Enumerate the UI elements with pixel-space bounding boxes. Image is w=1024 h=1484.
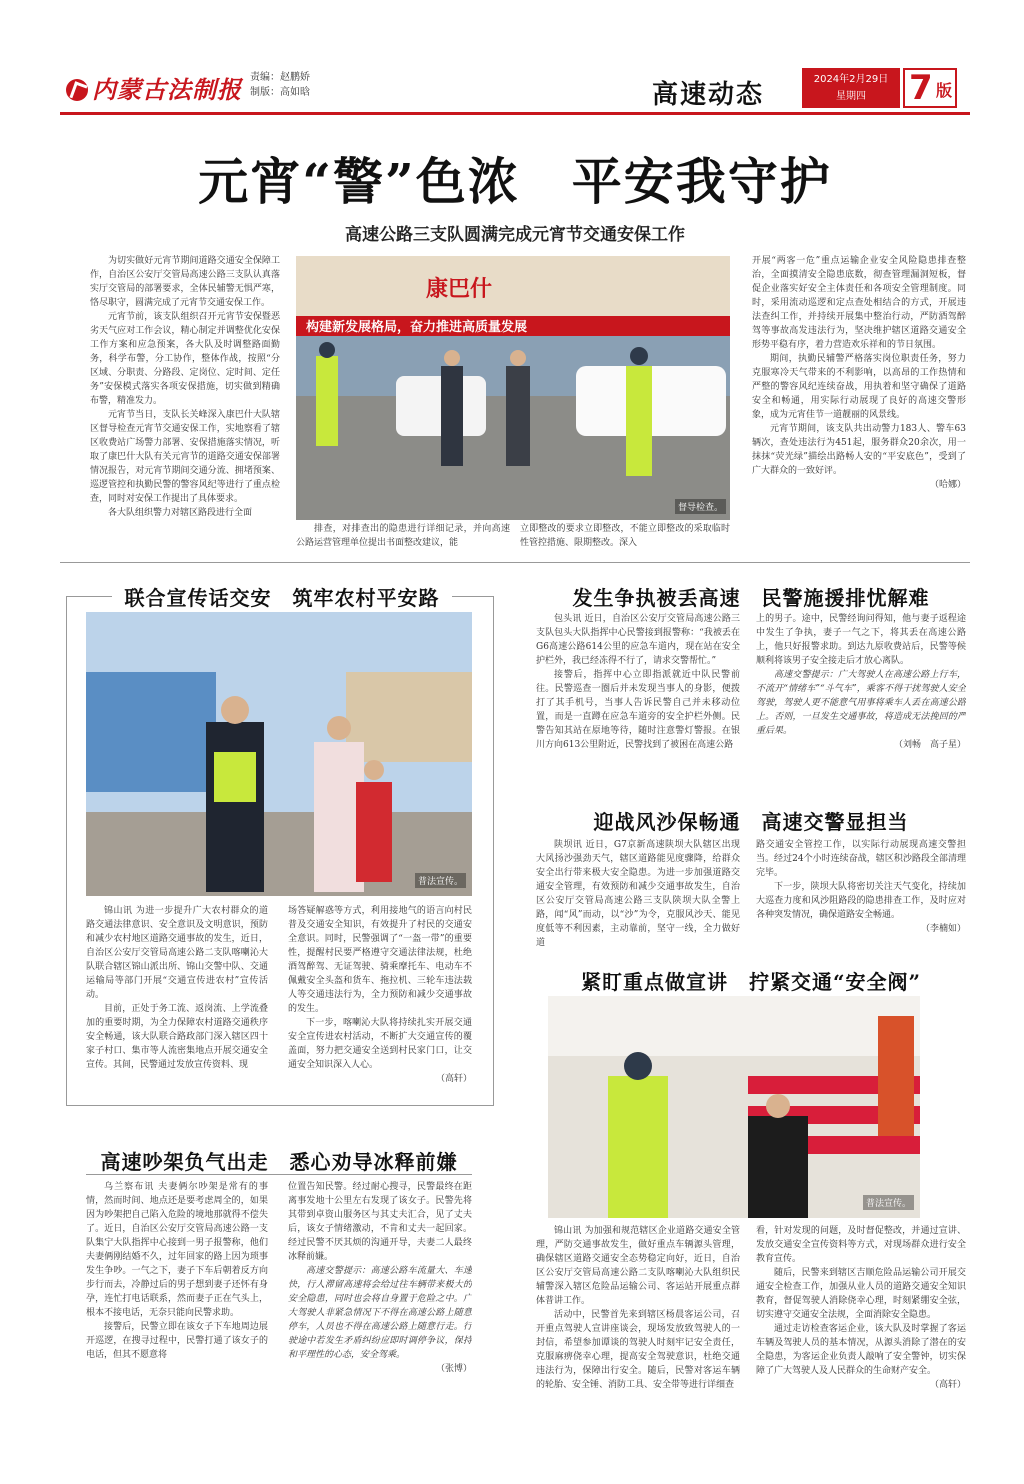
station-photo [548, 996, 920, 1218]
lead-paragraph: 排查，对排查出的隐患进行详细记录，并向高速公路运营管理单位提出书面整改建议，能 [296, 524, 510, 548]
newspaper-logo [66, 70, 242, 105]
sand-paragraph: 陕坝讯 近日，G7京新高速陕坝大队辖区出现大风扬沙强劲天气，辖区道路能见度骤降，给群众安全出行带来极大安全隐患。为进一步加强道路交通安全管理，有效预防和减少交通事故发生，自治区公安厅交管局高速公路三支队陕坝大队全警上路，闻“风”而动，以“沙”为令，克服风沙天、能见度低等不利因素，主动靠前，坚守一线，全力做好道 [536, 840, 740, 948]
masthead-rule [60, 112, 970, 115]
dispute-paragraph: 包头讯 近日，自治区公安厅交管局高速公路三支队包头大队指挥中心民警接到报警称：“我被丢在G6高速公路614公里的应急车道内，现在站在安全护栏外，我已经冻得不行了，请求交警帮忙。” [536, 614, 740, 666]
producer-credit: 制版：高如晗 [250, 87, 310, 98]
quarrel-story-title: 高速吵架负气出走 悉心劝导冰释前嫌 [86, 1146, 472, 1175]
issue-weekday: 星期四 [836, 91, 866, 102]
station-paragraph: 锦山讯 为加强和规范辖区企业道路交通安全管理，严防交通事故发生，做好重点车辆源头管理，确保辖区道路交通安全态势稳定向好，近日，自治区公安厅交管局高速公路二支队喀喇沁大队组织民辅警深入辖区危险品运输公司、客运站开展重点群体普讲工作。 [536, 1226, 740, 1306]
station-story-title: 紧盯重点做宣讲 拧紧交通“安全阀” [546, 966, 956, 995]
lead-paragraph: 立即整改的要求立即整改，不能立即整改的采取临时性管控措施、限期整改。深入 [520, 524, 730, 548]
quarrel-tip: 高速交警提示：高速公路车流量大、车速快，行人滞留高速将会给过往车辆带来极大的安全隐患，同时也会将自身置于危险之中。广大驾驶人非紧急情况下不得在高速公路上随意停车，人员也不得在高速公路上随意行走。行驶途中若发生矛盾纠纷应即时调停争议，保持和平理性的心态，安全驾乘。 [288, 1266, 472, 1360]
dispute-tip: 高速交警提示：广大驾驶人在高速公路上行车，不流开“情绪车”“斗气车”，乘客不得干扰驾驶人安全驾驶，驾驶人更不能意气用事将乘车人丢在高速公路上。否则，一旦发生交通事故，将造成无法挽回的严重后果。 [756, 670, 966, 736]
lead-under-photo-a [296, 522, 510, 554]
dispute-column-b [756, 612, 966, 792]
toll-sign-text: 康巴什 [426, 276, 493, 302]
checkpoint-scene [296, 256, 730, 520]
editor-credit: 责编：赵鹏娇 [250, 72, 310, 83]
roadside-publicity-scene [86, 612, 472, 896]
quarrel-title-rule [86, 1174, 472, 1175]
author-credit: （高轩） [929, 1380, 966, 1390]
sand-column-a [536, 838, 740, 964]
station-paragraph: 活动中，民警首先来到辖区杨晨客运公司，召开重点驾驶人宣讲座谈会，现场发放致驾驶人的一封信，希望参加谭谈的驾驶人时刻牢记安全责任，克服麻痹侥幸心理，提高安全驾驶意识，杜绝交通违法行为，保障出行安全。随后，民警对客运车辆的轮胎、安全锤、消防工具、安全带等进行详细查 [536, 1310, 740, 1390]
lead-paragraph: 开展“两客一危”重点运输企业安全风险隐患排查整治，全面摸清安全隐患底数，彻查管理漏洞短板，督促企业落实好安全主体责任和各项安全管理制度。同时，采用流动巡逻和定点查处相结合的方式，开展违法查纠工作，并持续开展集中整治行动，严防酒驾醉驾等事故高发违法行为，坚决维护辖区道路交通安全形势平稳有序，着力营造欢乐祥和的节日氛围。 [752, 256, 966, 350]
rural-column-b [288, 904, 472, 1100]
rural-paragraph: 下一步，喀喇沁大队将持续扎实开展交通安全宣传进农村活动，不断扩大交通宣传的覆盖面，努力把交通安全送到村民家门口，让交通安全知识深入人心。 [288, 1018, 472, 1070]
lead-photo-caption: 督导检查。 [675, 499, 726, 514]
station-paragraph: 随后，民警来到辖区吉顺危险品运输公司开展交通安全检查工作，加强从业人员的道路交通安全知识教育，督促驾驶人消除侥幸心理，时刻紧绷安全弦，切实遵守交通安全法规，全面消除安全隐患。 [756, 1268, 966, 1320]
lead-column-3 [752, 254, 966, 554]
author-credit: （哈娜） [929, 480, 966, 490]
station-column-a [536, 1224, 740, 1434]
station-photo-caption: 普法宣传。 [863, 1195, 914, 1210]
lead-paragraph: 元宵节前，该支队组织召开元宵节安保暨恶劣天气应对工作会议，精心制定并调整优化安保工作方案和应急预案，各大队及时调整路面勤务，科学布警，分工协作，整体作战，按照“分区域、分职责、分路段、定岗位、定时间、定任务”安保模式落实各项安保措施，切实做到精确布警，精准发力。 [90, 312, 280, 406]
lead-paragraph: 期间，执勤民辅警严格落实岗位职责任务，努力克服寒冷天气带来的不利影响，以高昂的工作热情和严整的警容风纪连续奋战，用执着和坚守确保了道路安全和畅通，用实际行动展现了良好的高速交警形象，成为元宵佳节一道靓丽的风景线。 [752, 354, 966, 420]
sand-column-b [756, 838, 966, 964]
sand-paragraph: 下一步，陕坝大队将密切关注天气变化，持续加大巡查力度和风沙阻路段的隐患排查工作，及时应对各种突发情况，确保道路安全畅通。 [756, 882, 966, 920]
station-paragraph: 看，针对发现的问题，及时督促整改，并通过宣讲、发放交通安全宣传资料等方式，对现场群众进行安全教育宣传。 [756, 1226, 966, 1264]
lead-under-photo-b [520, 522, 730, 554]
page-unit: 版 [935, 81, 952, 100]
date-box [802, 68, 900, 108]
author-credit: （高轩） [435, 1074, 472, 1084]
rural-photo-caption: 普法宣传。 [415, 873, 466, 888]
paper-name: 内蒙古法制报 [92, 76, 242, 104]
issue-date: 2024年2月29日 [813, 74, 889, 85]
lead-paragraph: 元宵节当日，支队长关峰深入康巴什大队辖区督导检查元宵节交通安保工作，实地察看了辖区收费站广场警力部署、安保措施落实情况，听取了康巴什大队有关元宵节的道路交通安保部署情况报告，对元宵节期间交通分流、拥堵预案、巡逻管控和执勤民警的警容风纪等进行了重点检查，同时对安保工作提出了具体要求。 [90, 410, 280, 504]
quarrel-paragraph: 接警后，民警立即在该女子下车地周边展开巡逻，在搜寻过程中，民警打通了该女子的电话，但其不愿意将 [86, 1322, 268, 1360]
author-credit: （张博） [435, 1364, 472, 1374]
sand-paragraph: 路交通安全管控工作，以实际行动展现高速交警担当。经过24个小时连续奋战，辖区积沙路段全部清理完毕。 [756, 840, 966, 878]
banner-text: 构建新发展格局，奋力推进高质量发展 [306, 320, 528, 335]
rural-paragraph: 锦山讯 为进一步提升广大农村群众的道路交通法律意识、安全意识及文明意识，预防和减少农村地区道路交通事故的发生，近日，自治区公安厅交管局高速公路二支队喀喇沁大队联合辖区锦山派出所、锦山交警中队、交通运输局等部门开展“交通宣传进农村”宣传活动。 [86, 906, 268, 1000]
quarrel-column-b [288, 1180, 472, 1436]
sand-story-title: 迎战风沙保畅通 高速交警显担当 [546, 806, 956, 835]
rural-story-title: 联合宣传话交安 筑牢农村平安路 [112, 582, 452, 611]
rural-paragraph: 场答疑解惑等方式，利用接地气的语言向村民普及交通安全知识，有效提升了村民的交通安全意识。同时，民警强调了“一盔一带”的重要性，提醒村民要严格遵守交通法律法规，杜绝酒驾醉驾、无证驾驶、骑乘摩托车、电动车不佩戴安全头盔和货车、拖拉机、三轮车违法载人等交通违法行为，全力预防和减少交通事故的发生。 [288, 906, 472, 1014]
dispute-story-title: 发生争执被丢高速 民警施援排忧解难 [546, 582, 956, 611]
editors [250, 70, 310, 100]
lead-paragraph: 为切实做好元宵节期间道路交通安全保障工作，自治区公安厅交管局高速公路三支队认真落实厅交管局的部署要求，全体民辅警无惧严寒，恪尽职守，圆满完成了元宵节交通安保工作。 [90, 256, 280, 308]
station-paragraph: 通过走访检查客运企业，该大队及时掌握了客运车辆及驾驶人员的基本情况，从源头消除了潜在的安全隐患，为客运企业负责人敲响了安全警钟，切实保障了广大驾驶人及人民群众的生命财产安全。 [756, 1324, 966, 1376]
section-divider [60, 562, 970, 563]
author-credit: （刘畅 高子星） [893, 740, 966, 750]
lead-subheadline: 高速公路三支队圆满完成元宵节交通安保工作 [345, 225, 685, 245]
paper-emblem-icon [66, 79, 88, 101]
lead-paragraph: 各大队组织警力对辖区路段进行全面 [108, 508, 253, 518]
lead-photo [296, 256, 730, 520]
dispute-paragraph: 上的男子。途中，民警经询问得知，他与妻子返程途中发生了争执，妻子一气之下，将其丢在高速公路上，他只好报警求助。到达九原收费站后，民警等候顺利将该男子安全接走后才放心离队。 [756, 614, 966, 666]
quarrel-paragraph: 位置告知民警。经过耐心搜寻，民警最终在距离事发地十公里左右发现了该女子。民警先将其带到卓资山服务区与其丈夫汇合，见了丈夫后，该女子情绪激动，不肯和丈夫一起回家。经过民警不厌其烦的沟通开导，夫妻二人最终冰释前嫌。 [288, 1182, 472, 1262]
rural-column-a [86, 904, 268, 1100]
lead-paragraph: 元宵节期间，该支队共出动警力183人、警车63辆次，查处违法行为451起，服务群众20余次，用一抹抹“荧光绿”描绘出路畅人安的“平安底色”，受到了广大群众的一致好评。 [752, 424, 966, 476]
lead-headline: 元宵“警”色浓 平安我守护 [198, 152, 832, 211]
waiting-hall-scene [548, 996, 920, 1218]
masthead [60, 62, 970, 116]
rural-photo [86, 612, 472, 896]
page-number: 7 [909, 68, 933, 108]
section-name: 高速动态 [652, 80, 765, 110]
dispute-column-a [536, 612, 740, 784]
dispute-paragraph: 接警后，指挥中心立即指派就近中队民警前往。民警巡查一圈后并未发现当事人的身影，便拨打了其手机号，当事人告诉民警自己并未移动位置，而是一直蹲在应急车道旁的安全护栏外侧。民警告知其站在原地等待，随时注意警灯警报。在银川方向613公里附近，民警找到了被困在高速公路 [536, 670, 740, 750]
quarrel-paragraph: 乌兰察布讯 夫妻俩尔吵架是常有的事情，然而时间、地点还是要考虑周全的，如果因为吵架把自己陷入危险的境地那就得不偿失了。近日，自治区公安厅交管局高速公路一支队集宁大队指挥中心接到一男子报警称，他们夫妻俩刚结婚不久，过年回家的路上因为琐事发生争吵。一气之下，妻子下车后朝着反方向步行而去，冷静过后的男子想到妻子还怀有身孕，连忙打电话联系，然而妻子正在气头上，根本不接电话，无奈只能向民警求助。 [86, 1182, 268, 1318]
lead-column-1 [90, 254, 280, 554]
quarrel-column-a [86, 1180, 268, 1436]
station-column-b [756, 1224, 966, 1434]
author-credit: （李楠如） [920, 924, 966, 934]
page-number-box [903, 68, 957, 108]
rural-paragraph: 目前，正处于务工流、返岗流、上学流叠加的重要时期，为全力保障农村道路交通秩序安全畅通，该大队联合路政部门深入辖区四十家子村口、集市等人流密集地点开展交通安全宣传。其间，民警通过发放宣传资料、现 [86, 1004, 268, 1070]
